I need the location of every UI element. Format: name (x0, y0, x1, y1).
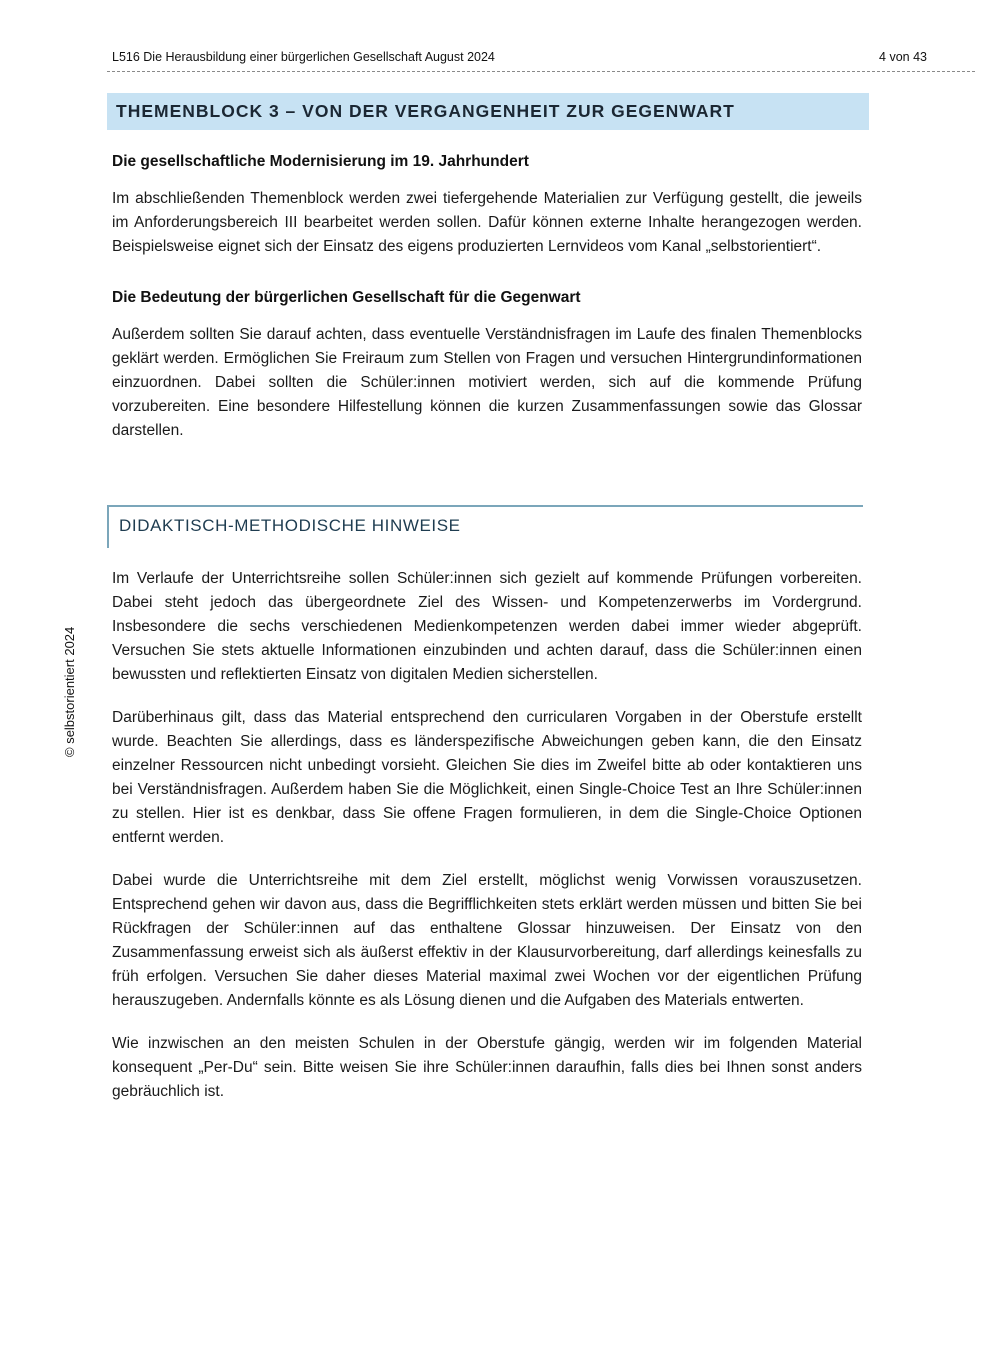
themenblock-banner-title: THEMENBLOCK 3 – VON DER VERGANGENHEIT ZUR GEGENWART (116, 101, 735, 121)
section-header-didaktisch (107, 505, 863, 548)
paragraph-bedeutung: Außerdem sollten Sie darauf achten, dass eventuelle Verständnisfragen im Laufe des finalen Themenblocks geklärt werden. Ermöglichen Sie Freiraum zum Stellen von Fragen und versuchen Hintergrundinformationen einzuordnen. Dabei sollten die Schüler:innen motiviert werden, sich auf die kommende Prüfung vorzubereiten. Eine besondere Hilfestellung können die kurzen Zusammenfassungen sowie das Glossar darstellen. (112, 326, 862, 439)
heading-modernisierung: Die gesellschaftliche Modernisierung im 19. Jahrhundert (112, 153, 529, 170)
heading-bedeutung: Die Bedeutung der bürgerlichen Gesellschaft für die Gegenwart (112, 289, 581, 306)
paragraph-per-du: Wie inzwischen an den meisten Schulen in der Oberstufe gängig, werden wir im folgenden Material konsequent „Per-Du“ sein. Bitte weisen Sie ihre Schüler:innen daraufhin, falls dies bei Ihnen sonst anders gebräuchlich ist. (112, 1035, 862, 1100)
paragraph-unterrichtsreihe: Im Verlaufe der Unterrichtsreihe sollen Schüler:innen sich gezielt auf kommende Prüfungen vorbereiten. Dabei steht jedoch das übergeordnete Ziel des Wissen- und Kompetenzerwerbs im Vordergrund. Insbesondere die sechs verschiedenen Medienkompetenzen werden dabei immer wieder abgeprüft. Versuchen Sie stets aktuelle Informationen einzubinden und achten darauf, dass die Schüler:innen einen bewussten und reflektierten Einsatz von digitalen Medien sicherstellen. (112, 570, 862, 683)
page-header (107, 50, 975, 72)
section-title: DIDAKTISCH-METHODISCHE HINWEISE (119, 516, 461, 535)
themenblock-banner (107, 93, 869, 130)
paragraph-vorwissen: Dabei wurde die Unterrichtsreihe mit dem Ziel erstellt, möglichst wenig Vorwissen vorauszusetzen. Entsprechend gehen wir davon aus, dass die Begrifflichkeiten stets erklärt werden müssen und bitten Sie bei Rückfragen der Schüler:innen auf das enthaltene Glossar hinzuweisen. Der Einsatz von den Zusammenfassung erweist sich als äußerst effektiv in der Klausurvorbereitung, darf allerdings keinesfalls zu früh erfolgen. Versuchen Sie daher dieses Material maximal zwei Wochen vor der eigentlichen Prüfung herauszugeben. Andernfalls könnte es als Lösung dienen und die Aufgaben des Materials entwerten. (112, 872, 862, 1009)
paragraph-curriculare-vorgaben: Darüberhinaus gilt, dass das Material entsprechend den curricularen Vorgaben in der Oberstufe erstellt wurde. Beachten Sie allerdings, dass es länderspezifische Abweichungen geben kann, die den Einsatz einzelner Ressourcen nicht unbedingt vorsieht. Gleichen Sie dies im Zweifel bitte ab oder kontaktieren uns bei Verständnisfragen. Außerdem haben Sie die Möglichkeit, einen Single-Choice Test an Ihre Schüler:innen zu stellen. Hier ist es denkbar, dass Sie offene Fragen formulieren, in dem die Single-Choice Optionen entfernt werden. (112, 709, 862, 846)
paragraph-modernisierung: Im abschließenden Themenblock werden zwei tiefergehende Materialien zur Verfügung gestellt, die jeweils im Anforderungsbereich III bearbeitet werden sollen. Dafür können externe Inhalte herangezogen werden. Beispielsweise eignet sich der Einsatz des eigens produzierten Lernvideos vom Kanal „selbstorientiert“. (112, 190, 862, 255)
document-title: L516 Die Herausbildung einer bürgerlichen Gesellschaft August 2024 (112, 50, 495, 64)
page-number: 4 von 43 (879, 50, 927, 64)
main-content (112, 130, 862, 1104)
copyright-watermark: © selbstorientiert 2024 (62, 626, 77, 757)
